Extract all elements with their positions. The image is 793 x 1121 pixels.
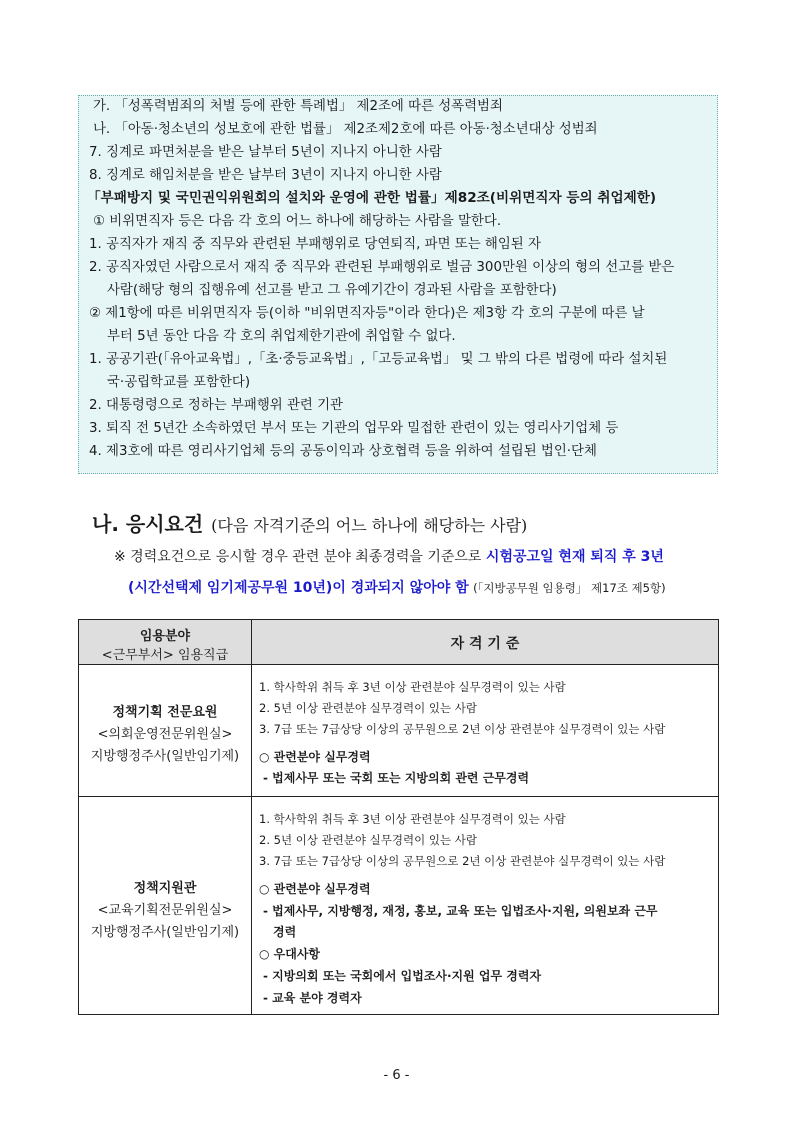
law-line: 2. 공직자였던 사람으로서 재직 중 직무와 관련된 부패행위로 벌금 300만원 이상의 형의 선고를 받은 [89, 260, 675, 275]
position-dept: <교육기획전문위원실> [97, 903, 233, 918]
law-line: 국·공립학교를 포함한다) [107, 375, 251, 390]
table-row-1-position [79, 665, 252, 796]
note-prefix: ※ 경력요건으로 응시할 경우 관련 분야 최종경력을 기준으로 [114, 549, 482, 565]
requirement-item-cont: 경력 [273, 925, 297, 939]
preference-item: - 지방의회 또는 국회에서 입법조사·지원 업무 경력자 [263, 969, 542, 983]
law-line: 부터 5년 동안 다음 각 호의 취업제한기관에 취업할 수 없다. [107, 329, 456, 344]
section-title: 나. 응시요건 [92, 512, 204, 536]
qualification-table [78, 619, 719, 1015]
position-dept: <의회운영전문위원실> [97, 727, 233, 742]
criteria-item: 2. 5년 이상 관련분야 실무경력이 있는 사람 [259, 833, 477, 847]
position-grade: 지방행정주사(일반임기제) [90, 749, 240, 764]
law-line: 가. 「성폭력범죄의 처벌 등에 관한 특례법」 제2조에 따른 성폭력범죄 [93, 99, 503, 114]
requirement-heading: ○ 관련분야 실무경력 [259, 882, 371, 896]
requirement-item: - 법제사무, 지방행정, 재정, 홍보, 교육 또는 입법조사·지원, 의원보좌 근무 [263, 904, 658, 918]
note-highlight: (시간선택제 임기제공무원 10년)이 경과되지 않아야 함 [128, 580, 469, 596]
table-header-criteria [252, 620, 718, 665]
law-line: 4. 제3호에 따른 영리사기업체 등의 공동이익과 상호협력 등을 위하여 설립된 법인·단체 [89, 444, 597, 459]
law-line: 8. 징계로 해임처분을 받은 날부터 3년이 지나지 아니한 사람 [89, 168, 442, 183]
law-line: 3. 퇴직 전 5년간 소속하였던 부서 또는 기관의 업무와 밀접한 관련이 있는 영리사기업체 등 [89, 421, 619, 436]
criteria-item: 3. 7급 또는 7급상당 이상의 공무원으로 2년 이상 관련분야 실무경력이 있는 사람 [259, 722, 666, 736]
header-position-label: 임용분야 [139, 629, 191, 644]
law-title: 「부패방지 및 국민권익위원회의 설치와 운영에 관한 법률」제82조(비위면직자 등의 취업제한) [87, 190, 657, 206]
criteria-item: 3. 7급 또는 7급상당 이상의 공무원으로 2년 이상 관련분야 실무경력이 있는 사람 [259, 854, 666, 868]
law-line: 1. 공직자가 재직 중 직무와 관련된 부패행위로 당연퇴직, 파면 또는 해임된 자 [89, 237, 541, 252]
criteria-item: 1. 학사학위 취득 후 3년 이상 관련분야 실무경력이 있는 사람 [259, 812, 566, 826]
law-line: 나. 「아동·청소년의 성보호에 관한 법률」 제2조제2호에 따른 아동·청소년대상 성범죄 [93, 122, 598, 137]
position-grade: 지방행정주사(일반임기제) [90, 925, 240, 940]
note-source: (「지방공무원 임용령」 제17조 제5항) [473, 581, 666, 595]
law-line: 사람(해당 형의 집행유예 선고를 받고 그 유예기간이 경과된 사람을 포함한다) [107, 283, 557, 298]
header-dept-grade-label: <근무부서> 임용직급 [101, 648, 229, 663]
preference-heading: ○ 우대사항 [259, 947, 321, 961]
position-title: 정책지원관 [133, 881, 197, 896]
requirement-heading: ○ 관련분야 실무경력 [259, 750, 371, 764]
section-subtitle: (다음 자격기준의 어느 하나에 해당하는 사람) [211, 516, 528, 535]
page-number: - 6 - [383, 1068, 410, 1083]
eligibility-note-line2 [128, 577, 666, 597]
law-excerpt-box [78, 95, 718, 474]
eligibility-note-line1 [114, 546, 664, 566]
law-line: 2. 대통령령으로 정하는 부패행위 관련 기관 [89, 398, 343, 413]
law-line: ① 비위면직자 등은 다음 각 호의 어느 하나에 해당하는 사람을 말한다. [93, 214, 502, 229]
section-heading [92, 508, 527, 537]
law-line: 7. 징계로 파면처분을 받은 날부터 5년이 지나지 아니한 사람 [89, 145, 442, 160]
table-header-position [79, 620, 252, 665]
header-criteria-label: 자 격 기 준 [450, 636, 520, 652]
law-line: ② 제1항에 따른 비위면직자 등(이하 "비위면직자등"이라 한다)은 제3항 각 호의 구분에 따른 날 [89, 306, 645, 321]
criteria-item: 2. 5년 이상 관련분야 실무경력이 있는 사람 [259, 701, 477, 715]
requirement-item: - 법제사무 또는 국회 또는 지방의회 관련 근무경력 [263, 771, 530, 785]
preference-item: - 교육 분야 경력자 [263, 991, 362, 1005]
position-title: 정책기획 전문요원 [112, 705, 218, 720]
law-line: 1. 공공기관(「유아교육법」,「초·중등교육법」,「고등교육법」 및 그 밖의 다른 법령에 따라 설치된 [89, 352, 668, 367]
note-highlight: 시험공고일 현재 퇴직 후 3년 [485, 549, 664, 565]
table-row-2-position [79, 796, 252, 1014]
criteria-item: 1. 학사학위 취득 후 3년 이상 관련분야 실무경력이 있는 사람 [259, 680, 566, 694]
